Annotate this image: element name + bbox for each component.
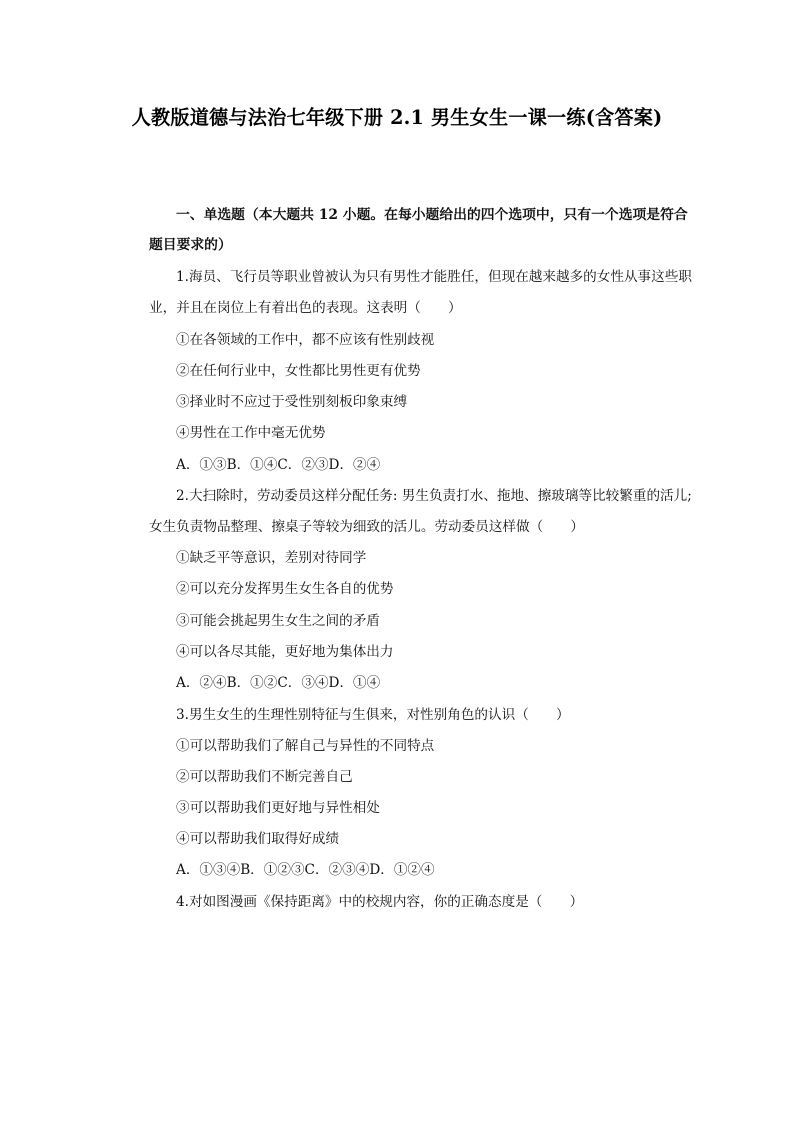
document-title: 人教版道德与法治七年级下册 2.1 男生女生一课一练(含答案) [131, 106, 663, 129]
question-2-statement-3: ③可能会挑起男生女生之间的矛盾 [176, 613, 380, 629]
question-1-statement-2: ②在任何行业中，女性都比男性更有优势 [176, 363, 421, 379]
question-1-options: A．①③B．①④C．②③D．②④ [176, 457, 381, 473]
question-3-statement-3: ③可以帮助我们更好地与异性相处 [176, 800, 380, 816]
question-1-stem-line2: 业，并且在岗位上有着出色的表现。这表明（ ） [149, 300, 462, 316]
question-3-statement-1: ①可以帮助我们了解自己与异性的不同特点 [176, 738, 435, 754]
question-2-statement-4: ④可以各尽其能，更好地为集体出力 [176, 644, 394, 660]
question-3-options: A．①③④B．①②③C．②③④D．①②④ [176, 862, 435, 878]
question-3-statement-2: ②可以帮助我们不断完善自己 [176, 769, 353, 785]
section-header-line2: 题目要求的） [149, 237, 232, 253]
question-4-stem-line1: 4.对如图漫画《保持距离》中的校规内容，你的正确态度是（ ） [176, 894, 584, 910]
question-3-statement-4: ④可以帮助我们取得好成绩 [176, 831, 340, 847]
question-2-options: A．②④B．①②C．③④D．①④ [176, 675, 381, 691]
question-1-statement-3: ③择业时不应过于受性别刻板印象束缚 [176, 394, 408, 410]
section-header-line1: 一、单选题（本大题共 12 小题。在每小题给出的四个选项中，只有一个选项是符合 [176, 207, 688, 223]
question-1-statement-4: ④男性在工作中毫无优势 [176, 425, 326, 441]
question-1-stem-line1: 1.海员、飞行员等职业曾被认为只有男性才能胜任，但现在越来越多的女性从事这些职 [176, 269, 692, 285]
question-2-stem-line1: 2.大扫除时，劳动委员这样分配任务: 男生负责打水、拖地、擦玻璃等比较繁重的活儿; [176, 488, 692, 504]
question-2-stem-line2: 女生负责物品整理、擦桌子等较为细致的活儿。劳动委员这样做（ ） [149, 519, 584, 535]
question-3-stem-line1: 3.男生女生的生理性别特征与生俱来，对性别角色的认识（ ） [176, 707, 570, 723]
question-1-statement-1: ①在各领域的工作中，都不应该有性别歧视 [176, 332, 435, 348]
question-2-statement-1: ①缺乏平等意识，差别对待同学 [176, 550, 367, 566]
question-2-statement-2: ②可以充分发挥男生女生各自的优势 [176, 581, 394, 597]
